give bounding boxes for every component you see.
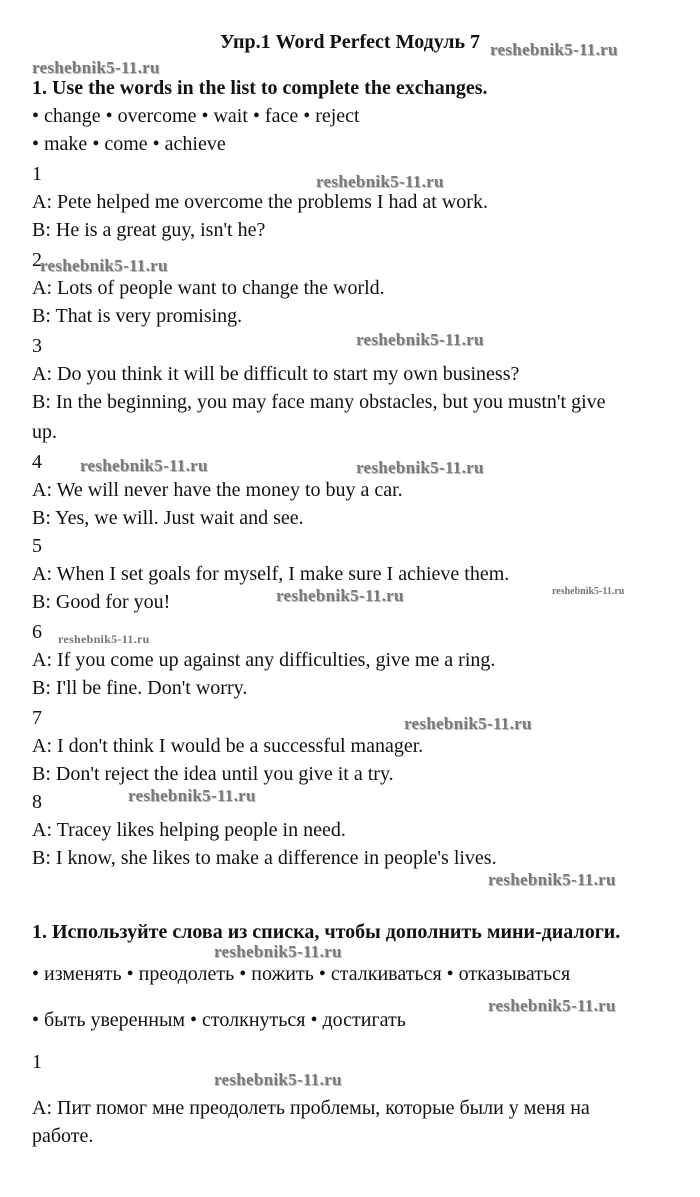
exchange-line-a: A: If you come up against any difficulties, give me a ring. [32, 649, 496, 671]
watermark: reshebnik5-11.ru [40, 256, 168, 275]
english-task-heading: 1. Use the words in the list to complete the exchanges. [32, 77, 488, 99]
watermark: reshebnik5-11.ru [32, 58, 160, 77]
exchange-line-b: B: I know, she likes to make a difference in people's lives. [32, 847, 497, 869]
exchange-line-b: B: Yes, we will. Just wait and see. [32, 507, 304, 529]
exchange-number: 4 [32, 451, 42, 473]
exchange-line-b: B: Don't reject the idea until you give it a try. [32, 763, 394, 785]
exchange-line-b-continued: up. [32, 421, 57, 443]
russian-word-list-2: • быть уверенным • столкнуться • достигать [32, 1009, 406, 1031]
watermark: reshebnik5-11.ru [80, 456, 208, 475]
watermark: reshebnik5-11.ru [214, 942, 342, 961]
exchange-number: 5 [32, 535, 42, 557]
exchange-line-b: B: He is a great guy, isn't he? [32, 219, 266, 241]
exchange-number: 1 [32, 163, 42, 185]
exchange-number: 3 [32, 335, 42, 357]
watermark: reshebnik5-11.ru [404, 714, 532, 733]
exchange-line-b: B: I'll be fine. Don't worry. [32, 677, 248, 699]
watermark: reshebnik5-11.ru [356, 458, 484, 477]
russian-word-list-1: • изменять • преодолеть • пожить • сталкиваться • отказываться [32, 963, 571, 985]
russian-exchange-number: 1 [32, 1051, 42, 1073]
exchange-line-a: A: We will never have the money to buy a car. [32, 479, 403, 501]
exchange-line-b: B: That is very promising. [32, 305, 243, 327]
exchange-line-a: A: Pete helped me overcome the problems I had at work. [32, 191, 488, 213]
watermark: reshebnik5-11.ru [214, 1070, 342, 1089]
exchange-line-b: B: Good for you! [32, 591, 171, 613]
watermark: reshebnik5-11.ru [128, 786, 256, 805]
watermark: reshebnik5-11.ru [356, 330, 484, 349]
english-word-list-1: • change • overcome • wait • face • reject [32, 105, 360, 127]
exchange-line-a: A: When I set goals for myself, I make sure I achieve them. [32, 563, 510, 585]
english-word-list-2: • make • come • achieve [32, 133, 226, 155]
exchange-number: 7 [32, 707, 42, 729]
watermark: reshebnik5-11.ru [276, 586, 404, 605]
watermark: reshebnik5-11.ru [488, 870, 616, 889]
watermark: reshebnik5-11.ru [58, 632, 150, 646]
exchange-line-b: B: In the beginning, you may face many obstacles, but you mustn't give [32, 391, 606, 413]
exchange-number: 6 [32, 621, 42, 643]
watermark: reshebnik5-11.ru [488, 996, 616, 1015]
russian-exchange-line-a: A: Пит помог мне преодолеть проблемы, которые были у меня на [32, 1097, 590, 1119]
exchange-line-a: A: Do you think it will be difficult to start my own business? [32, 363, 520, 385]
watermark: reshebnik5-11.ru [552, 586, 625, 597]
russian-exchange-line-a-continued: работе. [32, 1125, 94, 1147]
exchange-line-a: A: Lots of people want to change the world. [32, 277, 385, 299]
page-title: Упр.1 Word Perfect Модуль 7 [219, 31, 481, 53]
russian-task-heading: 1. Используйте слова из списка, чтобы дополнить мини-диалоги. [32, 921, 621, 943]
watermark: reshebnik5-11.ru [490, 40, 618, 59]
exchange-number: 8 [32, 791, 42, 813]
exchange-line-a: A: I don't think I would be a successful manager. [32, 735, 424, 757]
exchange-number: 2 [32, 249, 42, 271]
watermark: reshebnik5-11.ru [316, 172, 444, 191]
exchange-line-a: A: Tracey likes helping people in need. [32, 819, 346, 841]
